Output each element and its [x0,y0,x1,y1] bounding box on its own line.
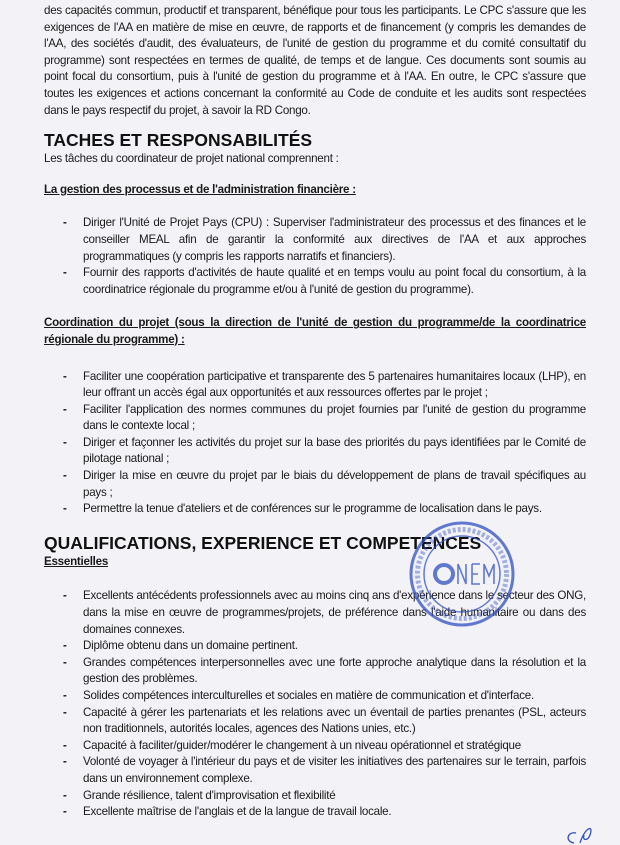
document-page [44,3,586,821]
list-item: - Permettre la tenue d'ateliers et de conférences sur le programme de localisation dans le pays. [83,501,586,518]
list-item: - Excellents antécédents professionnels avec au moins cinq ans d'expérience dans le secteur des ONG, dans la mise en œuvre de programmes/projets, de préférence dans l'aide humanitaire ou dans des domaines connexes. [83,588,586,638]
heading-qualifications: QUALIFICATIONS, EXPERIENCE ET COMPETENCES [44,532,482,553]
taches-lead: Les tâches du coordinateur de projet national comprennent : [44,152,339,166]
list-item: - Fournir des rapports d'activités de haute qualité et en temps voulu au point focal du consortium, à la coordinatrice régionale du programme et/ou à l'unité de gestion du programme). [83,265,586,298]
list-item: - Diriger la mise en œuvre du projet par le biais du développement de plans de travail spécifiques au pays ; [83,468,586,501]
list-item: - Faciliter l'application des normes communes du projet fournies par l'unité de gestion du programme dans le contexte local ; [83,402,586,435]
list-item: - Diriger et façonner les activités du projet sur la base des priorités du pays identifiées par le Comité de pilotage national ; [83,435,586,468]
list-item: - Grandes compétences interpersonnelles avec une forte approche analytique dans la résolution et la gestion des problèmes. [83,655,586,688]
subheading-essentielles: Essentielles [44,554,109,568]
list-item: - Diplôme obtenu dans un domaine pertinent. [83,638,586,655]
section-title-coordination: Coordination du projet (sous la direction de l'unité de gestion du programme/de la coordinatrice régionale du programme) : [44,316,586,346]
list-item: - Capacité à gérer les partenariats et les relations avec un éventail de parties prenantes (PSL, acteurs non traditionnels, autorités locales, agences des Nations unies, etc.) [83,705,586,738]
list-item: - Grande résilience, talent d'improvisation et flexibilité [83,788,586,805]
list-item: - Diriger l'Unité de Projet Pays (CPU) : Superviser l'administrateur des processus et des finances et le conseiller MEAL afin de garantir la conformité aux directives de l'AA et aux approches programmatiques (y compris les rapports narratifs et financiers). [83,215,586,265]
list-item: - Excellente maîtrise de l'anglais et de la langue de travail locale. [83,804,586,821]
heading-taches: TACHES ET RESPONSABILITÉS [44,130,313,151]
gestion-list [44,215,586,298]
signature-mark [560,825,610,845]
list-item: - Capacité à faciliter/guider/modérer le changement à un niveau opérationnel et stratégique [83,738,586,755]
intro-paragraph: des capacités commun, productif et transparent, bénéfique pour tous les participants. Le CPC s'assure que les exigences de l'AA en matière de mise en œuvre, de rapports et de financement (y compris les demandes de l'AA, des sociétés d'audit, des évaluateurs, de l'unité de gestion du programme et du comité consultatif du programme) sont respectées en termes de qualité, de temps et de langue. Ces documents sont soumis au point focal du consortium, puis à l'unité de gestion du programme et à l'AA. En outre, le CPC s'assure que toutes les exigences et actions concernant la conformité au Code de conduite et les audits sont respectées dans le pays respectif du projet, à savoir la RD Congo. [44,4,586,117]
list-item: - Volonté de voyager à l'intérieur du pays et de visiter les initiatives des partenaires sur le terrain, parfois dans un environnement complexe. [83,754,586,787]
list-item: - Faciliter une coopération participative et transparente des 5 partenaires humanitaires locaux (LHP), en leur offrant un accès égal aux opportunités et aux ressources offertes par le projet ; [83,369,586,402]
section-title-gestion: La gestion des processus et de l'administration financière : [44,182,356,196]
qualifications-list [44,588,586,820]
list-item: - Solides compétences interculturelles et sociales en matière de communication et d'interface. [83,688,586,705]
coordination-list [44,369,586,518]
